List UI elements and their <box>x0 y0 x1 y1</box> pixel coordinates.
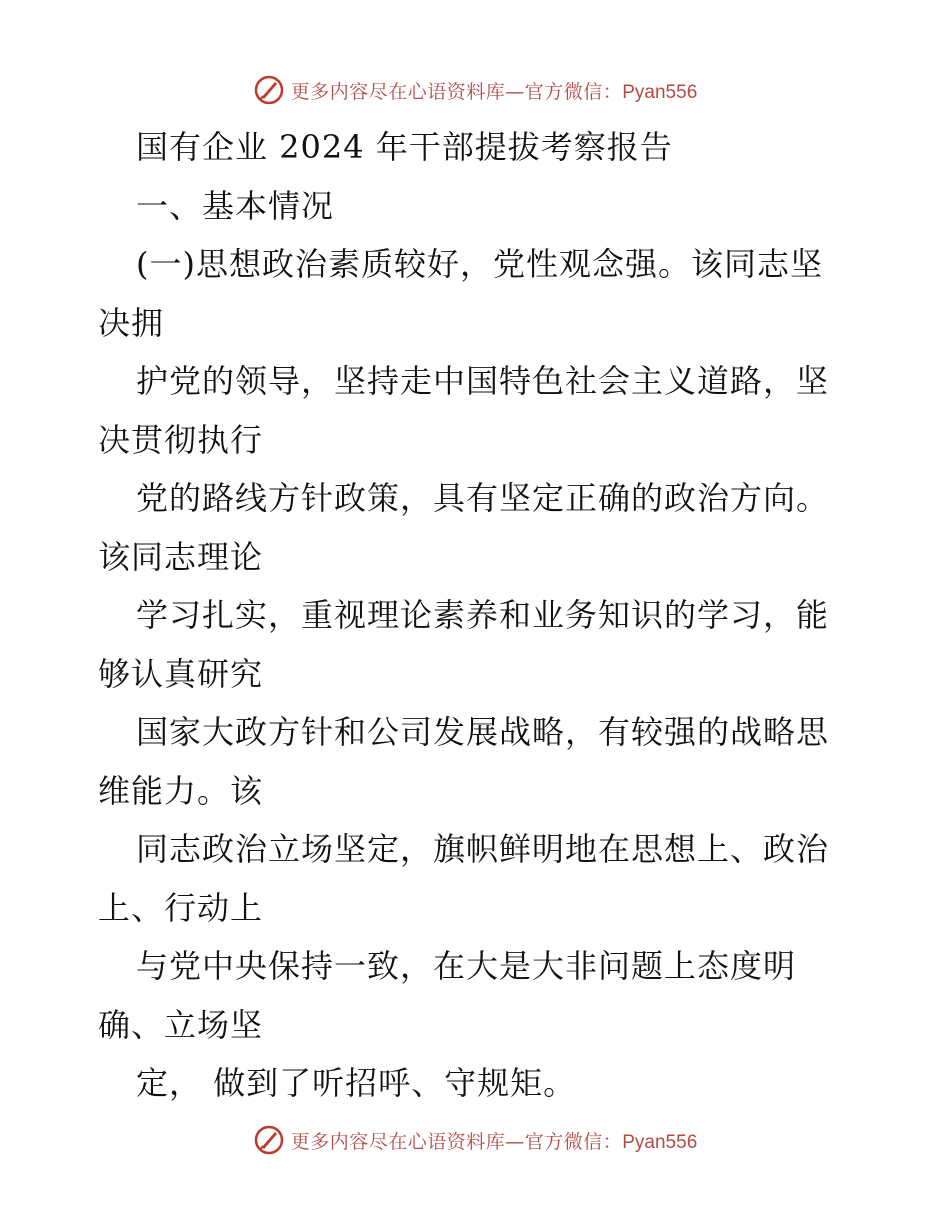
watermark-text: 更多内容尽在心语资料库—官方微信：Pyan556 <box>290 1130 698 1153</box>
paragraph-line: 决贯彻执行 <box>98 420 264 459</box>
paragraph-line: 定， 做到了听招呼、守规矩。 <box>136 1064 577 1102</box>
paragraph-line: 该同志理论 <box>98 537 264 576</box>
paragraph-line: (一)思想政治素质较好，党性观念强。该同志坚 <box>136 245 823 283</box>
watermark-wechat-id: Pyan556 <box>622 81 698 103</box>
report-title: 国有企业 2024 年干部提拔考察报告 <box>136 128 673 166</box>
paragraph-line: 同志政治立场坚定，旗帜鲜明地在思想上、政治 <box>136 830 830 868</box>
paragraph-line: 国家大政方针和公司发展战略，有较强的战略思 <box>136 713 830 751</box>
paragraph-line: 护党的领导，坚持走中国特色社会主义道路，坚 <box>136 362 830 400</box>
quill-circle-icon <box>253 74 285 106</box>
paragraph-line: 确、立场坚 <box>98 1005 264 1044</box>
watermark-wechat-id: Pyan556 <box>622 1131 698 1153</box>
watermark-text: 更多内容尽在心语资料库—官方微信：Pyan556 <box>290 80 698 103</box>
paragraph-line: 够认真研究 <box>98 654 264 693</box>
paragraph-line: 党的路线方针政策，具有坚定正确的政治方向。 <box>136 479 830 517</box>
watermark-header <box>0 70 950 110</box>
watermark-footer <box>0 1120 950 1160</box>
section-heading: 一、基本情况 <box>136 186 335 225</box>
paragraph-line: 上、行动上 <box>98 888 264 927</box>
paragraph-line: 决拥 <box>98 303 165 342</box>
quill-circle-icon <box>253 1124 285 1156</box>
paragraph-line: 学习扎实，重视理论素养和业务知识的学习，能 <box>136 596 830 634</box>
paragraph-line: 维能力。该 <box>98 771 264 810</box>
report-body <box>98 118 858 1113</box>
paragraph-line: 与党中央保持一致，在大是大非问题上态度明 <box>136 947 797 985</box>
